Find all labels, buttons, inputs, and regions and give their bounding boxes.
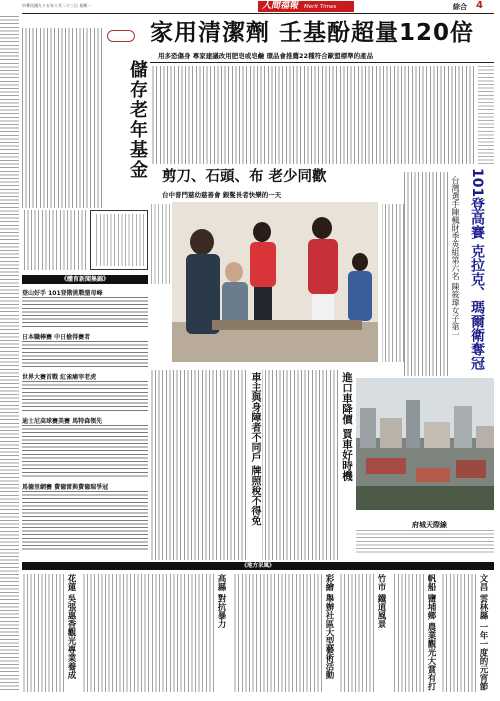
photo-caption-text (356, 530, 494, 554)
brief-headline: 登山好手 101登階挑戰聖母峰 (22, 290, 103, 297)
local-headline: 高縣 對抗暴力 (216, 574, 226, 628)
story-101-headline: 101登高賽 克拉克、瑪爾衛奪冠 (469, 168, 485, 371)
mid-right-headline: 進口車降價 買車好時機 (341, 372, 353, 481)
left-column-box (90, 210, 148, 270)
mid-text-center (262, 370, 338, 560)
city-photo (356, 378, 494, 510)
main-story-text (152, 66, 474, 164)
feature-photo-art (172, 202, 378, 362)
column-title: 儲存老年基金 (127, 60, 148, 180)
mid-text-left (150, 370, 246, 560)
brief-headline: 馬德里網賽 費德雷與費德瑞爭冠 (22, 484, 109, 491)
masthead-logo: 人間福報 (262, 1, 299, 11)
feature-text-right (382, 204, 404, 362)
masthead-logo-box (258, 1, 354, 12)
masthead-section: 綜合 (453, 3, 467, 11)
photo-caption-title: 府城天際線 (412, 521, 447, 529)
main-story-side-text (478, 66, 494, 164)
sports-section-head: 《體育新聞集錦》 (22, 275, 148, 284)
feature-text-upper (150, 204, 170, 284)
masthead-page: 4 (476, 0, 483, 11)
feature-subhead: 台中普門慈幼慈善會 銀髮長者快樂的一天 (162, 191, 282, 199)
story-101-subhead: 台灣選手陳楓財季英組第六名 陳筱瑋女子第一 (451, 176, 460, 339)
masthead-logo-sub: Merit Times (304, 4, 337, 10)
story-101 (404, 168, 494, 378)
brief-headline: 世界大賽首戰 紅雀痛宰老虎 (22, 374, 97, 381)
masthead-date: 中華民國九十五年十月二十三日 星期一 (22, 3, 92, 8)
local-headline: 彩繪 舉辦社區大型藝術活動 (324, 574, 334, 679)
main-subhead: 用多恐傷身 專家建議改用肥皂或皂鹼 環品會推薦22種符合歐盟標準的產品 (158, 52, 374, 60)
brief-headline: 日本職棒賽 中日搶得賽者 (22, 334, 91, 341)
city-photo-art (356, 378, 494, 510)
local-headline: 文昌 雲林縣 一年一度的元宵節 (478, 574, 488, 691)
sports-briefs (22, 288, 148, 558)
feature-headline: 剪刀、石頭、布 老少同歡 (162, 169, 327, 185)
column-logo (107, 30, 135, 42)
mid-left-headline: 車主與身障者不同戶 牌照稅不得免 (249, 372, 260, 526)
local-headline: 花蓮 吳張惠香觀光專業養成 (66, 574, 76, 679)
local-headline: 帆船 鹽埔鄉 農業觀光大賞有打 (426, 574, 436, 691)
left-column-text-mid (22, 210, 86, 270)
main-headline: 家用清潔劑 壬基酚超量120倍 (150, 20, 475, 46)
edge-text-strip (0, 16, 19, 691)
local-section-head: 《地方采風》 (22, 562, 494, 570)
brief-headline: 迪士尼高球賽美賽 馬特森領先 (22, 418, 103, 425)
local-headline: 竹市 鐵道風景 (376, 574, 386, 628)
masthead-rule (22, 13, 494, 14)
feature-photo (172, 202, 378, 362)
left-column-text-upper (22, 28, 102, 208)
local-section (22, 572, 494, 694)
masthead (0, 0, 500, 14)
story-101-text (404, 172, 448, 376)
